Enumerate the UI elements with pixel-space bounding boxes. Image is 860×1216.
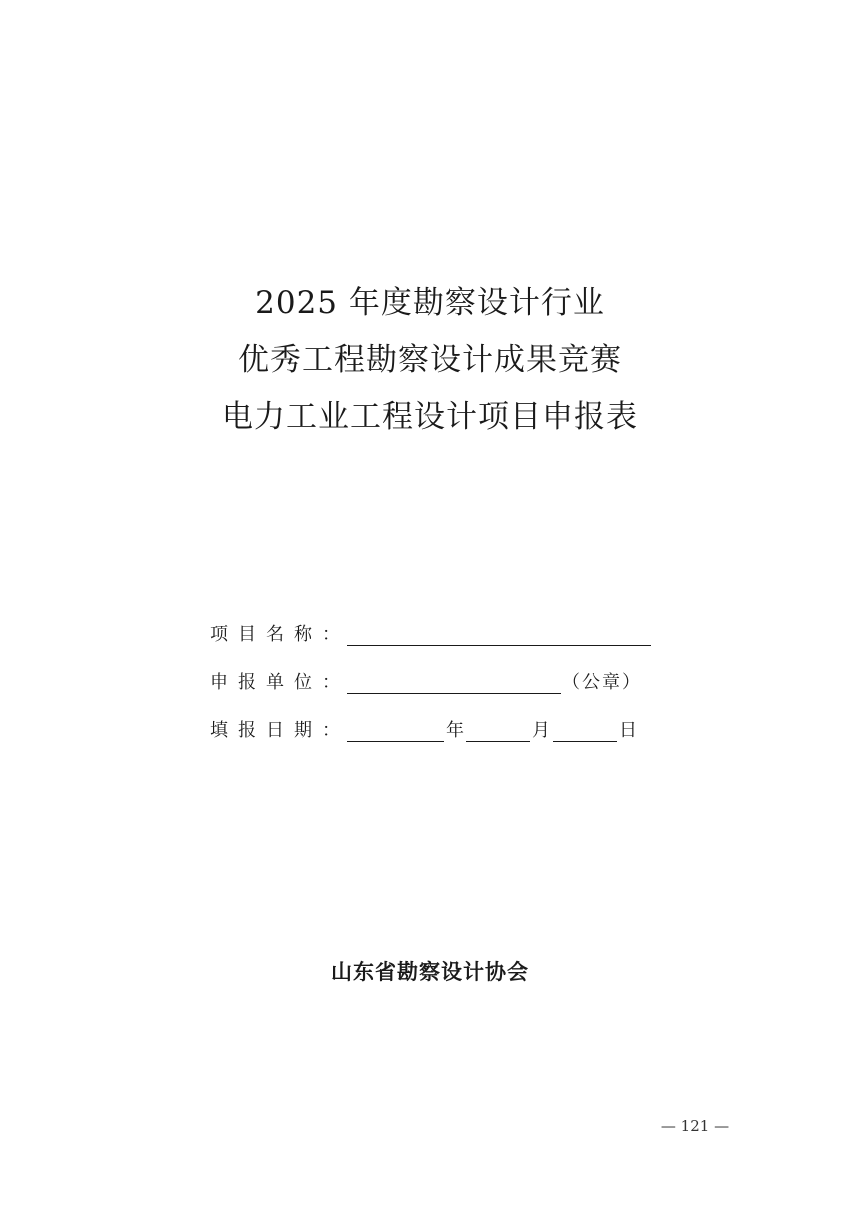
- project-name-field[interactable]: [347, 619, 651, 646]
- organization-name: 山东省勘察设计协会: [331, 960, 529, 984]
- month-field[interactable]: [466, 715, 530, 742]
- unit-row: [210, 663, 690, 711]
- title-line-3: 电力工业工程设计项目申报表: [222, 399, 638, 435]
- seal-note: （公章）: [562, 672, 642, 693]
- month-unit: 月: [532, 720, 552, 741]
- day-field[interactable]: [553, 715, 617, 742]
- title-line-1: 2025 年度勘察设计行业: [255, 285, 605, 321]
- title-line-2: 优秀工程勘察设计成果竞赛: [238, 342, 622, 378]
- document-title: [0, 275, 860, 446]
- unit-field[interactable]: [347, 667, 561, 694]
- year-unit: 年: [446, 720, 466, 741]
- page-number: — 121 —: [660, 1117, 730, 1135]
- year-field[interactable]: [347, 715, 444, 742]
- day-unit: 日: [619, 720, 639, 741]
- date-row: [210, 711, 690, 759]
- project-name-label: 项目名称：: [210, 624, 350, 645]
- project-name-row: [210, 615, 690, 663]
- date-label: 填报日期：: [210, 720, 350, 741]
- application-form: [210, 615, 690, 759]
- unit-label: 申报单位：: [210, 672, 350, 693]
